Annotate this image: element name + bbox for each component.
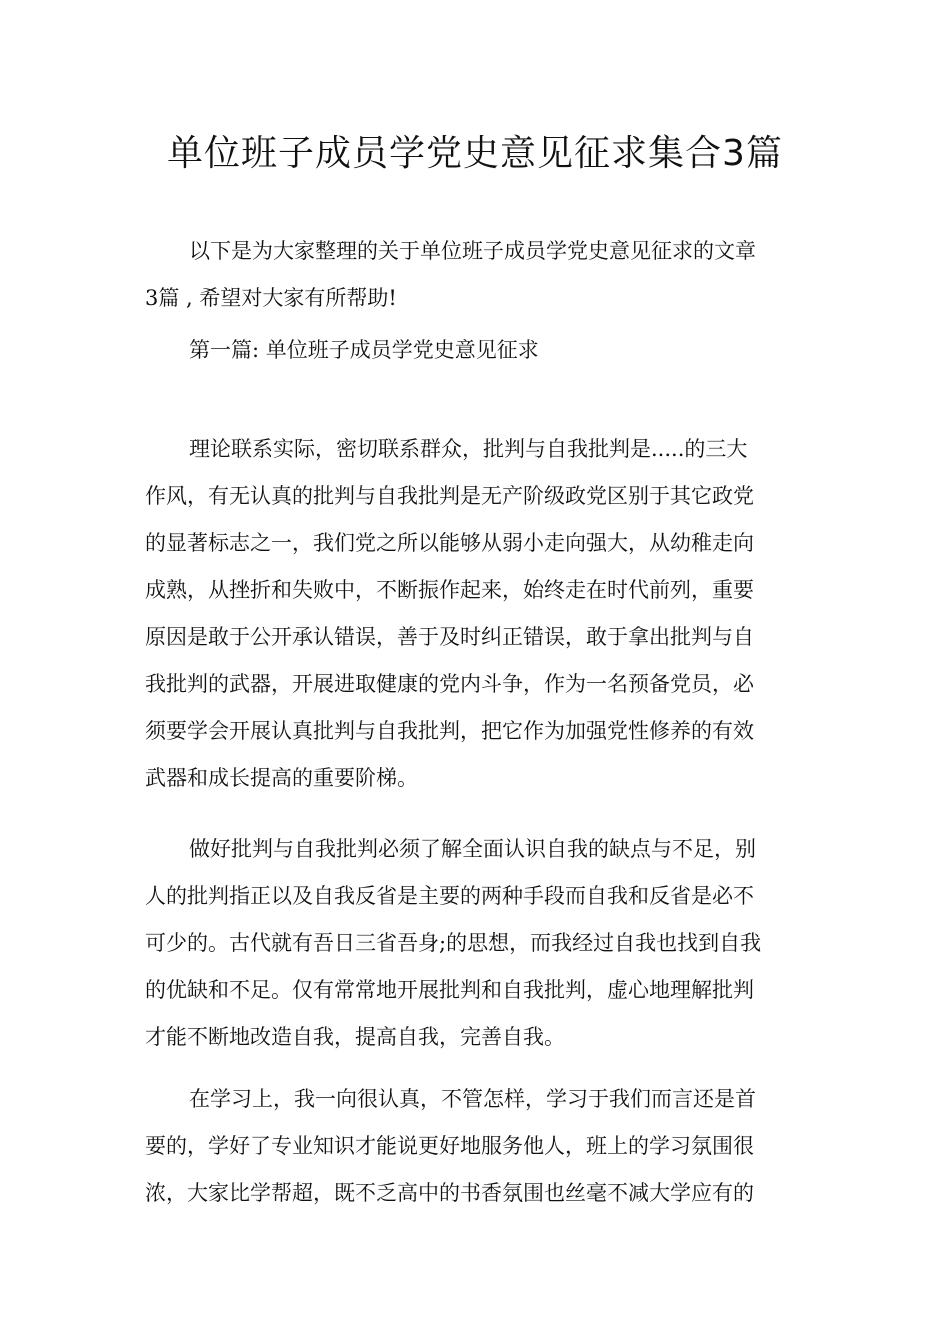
paragraph-line: 在学习上，我一向很认真，不管怎样，学习于我们而言还是首 [189,1087,756,1111]
paragraph-line: 作风，有无认真的批判与自我批判是无产阶级政党区别于其它政党 [145,484,754,508]
body-paragraph-2 [145,826,810,1061]
paragraph-line: 须要学会开展认真批判与自我批判，把它作为加强党性修养的有效 [145,719,754,743]
paragraph-line: 要的，学好了专业知识才能说更好地服务他人，班上的学习氛围很 [145,1134,754,1158]
paragraph-line: 的优缺和不足。仅有常常地开展批判和自我批判，虚心地理解批判 [145,978,754,1002]
paragraph-line: 才能不断地改造自我，提高自我，完善自我。 [145,1025,565,1049]
paragraph-line: 我批判的武器，开展进取健康的党内斗争，作为一名预备党员，必 [145,672,754,696]
document-title: 单位班子成员学党史意见征求集合3篇 [167,133,783,174]
section-heading [145,327,810,374]
section-heading-text: 第一篇: 单位班子成员学党史意见征求 [189,338,539,362]
intro-paragraph [145,228,810,322]
body-paragraph-1 [145,426,810,802]
intro-line: 3篇 , 希望对大家有所帮助! [145,286,397,310]
paragraph-line: 可少的。古代就有吾日三省吾身;的思想，而我经过自我也找到自我 [145,931,762,955]
paragraph-line: 武器和成长提高的重要阶梯。 [145,766,418,790]
paragraph-line: 成熟，从挫折和失败中，不断振作起来，始终走在时代前列，重要 [145,578,754,602]
paragraph-line: 原因是敢于公开承认错误，善于及时纠正错误，敢于拿出批判与自 [145,625,754,649]
paragraph-line: 的显著标志之一，我们党之所以能够从弱小走向强大，从幼稚走向 [145,531,754,555]
body-paragraph-3 [145,1076,810,1217]
paragraph-line: 人的批判指正以及自我反省是主要的两种手段而自我和反省是必不 [145,884,754,908]
paragraph-line: 做好批判与自我批判必须了解全面认识自我的缺点与不足，别 [189,837,756,861]
intro-line: 以下是为大家整理的关于单位班子成员学党史意见征求的文章 [189,239,756,263]
paragraph-line: 理论联系实际，密切联系群众，批判与自我批判是.....的三大 [189,437,748,461]
paragraph-line: 浓，大家比学帮超，既不乏高中的书香氛围也丝毫不减大学应有的 [145,1181,754,1205]
